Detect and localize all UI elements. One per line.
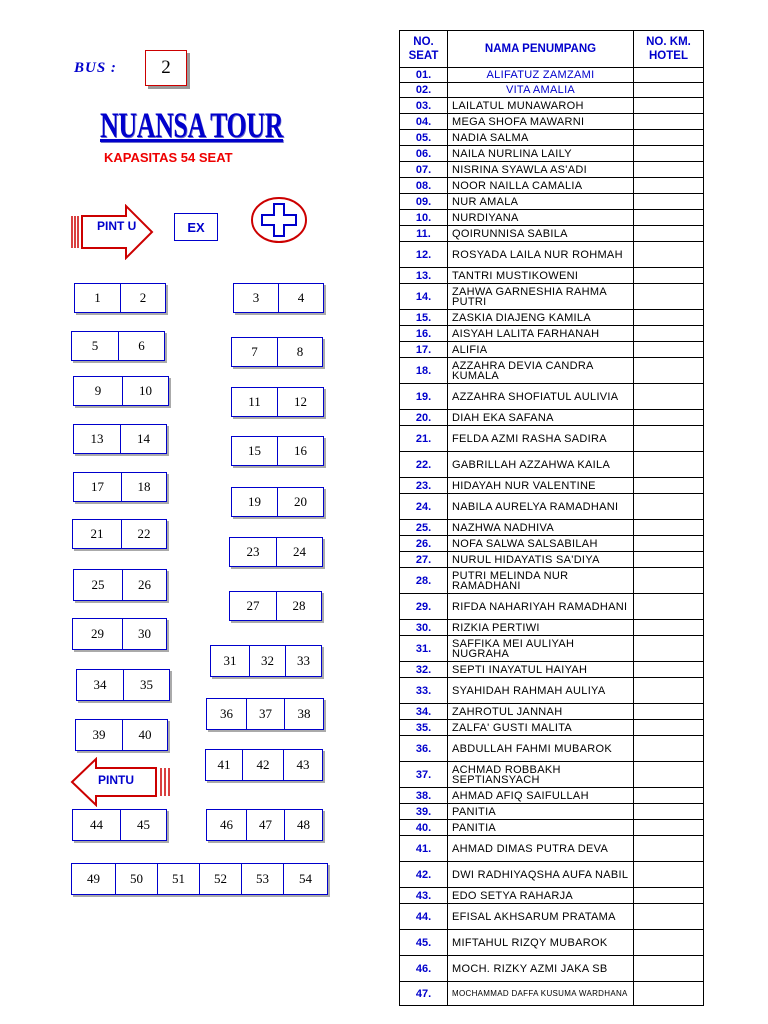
seat-5[interactable]: 5 (71, 331, 119, 361)
seat-number-cell: 22. (400, 452, 448, 478)
passenger-name-cell: SYAHIDAH RAHMAH AULIYA (448, 678, 634, 704)
table-row (400, 720, 704, 736)
table-row (400, 98, 704, 114)
passenger-name-cell: SEPTI INAYATUL HAIYAH (448, 662, 634, 678)
seat-51[interactable]: 51 (157, 863, 200, 895)
table-row (400, 68, 704, 83)
table-row (400, 242, 704, 268)
table-row (400, 762, 704, 788)
hotel-room-cell[interactable] (634, 68, 704, 83)
seat-number-cell: 40. (400, 820, 448, 836)
seat-24[interactable]: 24 (276, 537, 323, 567)
hotel-room-cell[interactable] (634, 956, 704, 982)
hotel-room-cell[interactable] (634, 804, 704, 820)
table-row (400, 268, 704, 284)
seat-number-cell: 08. (400, 178, 448, 194)
table-row (400, 678, 704, 704)
seat-number-cell: 42. (400, 862, 448, 888)
seat-4[interactable]: 4 (278, 283, 324, 313)
table-row (400, 426, 704, 452)
seat-54[interactable]: 54 (283, 863, 328, 895)
hotel-room-cell[interactable] (634, 930, 704, 956)
hotel-room-cell[interactable] (634, 284, 704, 310)
seat-10[interactable]: 10 (122, 376, 169, 406)
table-row (400, 310, 704, 326)
passenger-name-cell: MEGA SHOFA MAWARNI (448, 114, 634, 130)
seat-number-cell: 20. (400, 410, 448, 426)
passenger-name-cell: FELDA AZMI RASHA SADIRA (448, 426, 634, 452)
table-row (400, 520, 704, 536)
seat-number-cell: 47. (400, 982, 448, 1006)
seat-46[interactable]: 46 (206, 809, 247, 841)
seat-number-cell: 37. (400, 762, 448, 788)
table-row (400, 736, 704, 762)
seat-25[interactable]: 25 (73, 569, 123, 601)
table-row (400, 552, 704, 568)
seat-number-cell: 31. (400, 636, 448, 662)
seat-number-cell: 15. (400, 310, 448, 326)
passenger-name-cell: SAFFIKA MEI AULIYAH NUGRAHA (448, 636, 634, 662)
seat-number-cell: 06. (400, 146, 448, 162)
passenger-name-cell: MOCH. RIZKY AZMI JAKA SB (448, 956, 634, 982)
seat-37[interactable]: 37 (246, 698, 285, 730)
table-row (400, 536, 704, 552)
seat-20[interactable]: 20 (277, 487, 324, 517)
door-front-label: PINT U (97, 219, 137, 233)
hotel-room-cell[interactable] (634, 620, 704, 636)
hotel-room-cell[interactable] (634, 268, 704, 284)
seat-34[interactable]: 34 (76, 669, 124, 701)
hotel-room-cell[interactable] (634, 310, 704, 326)
seat-number-cell: 12. (400, 242, 448, 268)
table-row (400, 904, 704, 930)
seat-8[interactable]: 8 (277, 337, 323, 367)
hotel-room-cell[interactable] (634, 762, 704, 788)
hotel-room-cell[interactable] (634, 494, 704, 520)
bus-number: 2 (145, 50, 187, 86)
passenger-name-cell: ABDULLAH FAHMI MUBAROK (448, 736, 634, 762)
table-row (400, 226, 704, 242)
door-middle-label: PINTU (98, 773, 134, 787)
passenger-name-cell: NISRINA SYAWLA AS'ADI (448, 162, 634, 178)
capacity-label: KAPASITAS 54 SEAT (104, 150, 233, 165)
seat-number-cell: 19. (400, 384, 448, 410)
seat-14[interactable]: 14 (120, 424, 167, 454)
table-header-row (400, 31, 704, 68)
table-row (400, 410, 704, 426)
seat-number-cell: 32. (400, 662, 448, 678)
table-row (400, 662, 704, 678)
seat-45[interactable]: 45 (120, 809, 167, 841)
table-row (400, 326, 704, 342)
seat-16[interactable]: 16 (277, 436, 324, 466)
passenger-name-cell: NURUL HIDAYATIS SA'DIYA (448, 552, 634, 568)
hotel-room-cell[interactable] (634, 226, 704, 242)
seat-number-cell: 14. (400, 284, 448, 310)
passenger-name-cell: LAILATUL MUNAWAROH (448, 98, 634, 114)
passenger-name-cell: VITA AMALIA (448, 83, 634, 98)
hotel-room-cell[interactable] (634, 114, 704, 130)
seat-44[interactable]: 44 (72, 809, 121, 841)
hotel-room-cell[interactable] (634, 178, 704, 194)
seat-2[interactable]: 2 (120, 283, 166, 313)
hotel-room-cell[interactable] (634, 820, 704, 836)
seat-29[interactable]: 29 (72, 618, 123, 650)
seat-number-cell: 26. (400, 536, 448, 552)
passenger-name-cell: MOCHAMMAD DAFFA KUSUMA WARDHANA (448, 982, 634, 1006)
hotel-room-cell[interactable] (634, 242, 704, 268)
seat-38[interactable]: 38 (284, 698, 324, 730)
passenger-name-cell: NOFA SALWA SALSABILAH (448, 536, 634, 552)
passenger-name-cell: NURDIYANA (448, 210, 634, 226)
table-row (400, 452, 704, 478)
hotel-room-cell[interactable] (634, 410, 704, 426)
table-row (400, 358, 704, 384)
passenger-name-cell: RIFDA NAHARIYAH RAMADHANI (448, 594, 634, 620)
seat-17[interactable]: 17 (73, 472, 122, 502)
passenger-name-cell: RIZKIA PERTIWI (448, 620, 634, 636)
passenger-name-cell: NUR AMALA (448, 194, 634, 210)
seat-number-cell: 33. (400, 678, 448, 704)
table-row (400, 194, 704, 210)
passenger-table (399, 30, 704, 1006)
seat-48[interactable]: 48 (284, 809, 323, 841)
hotel-room-cell[interactable] (634, 342, 704, 358)
seat-26[interactable]: 26 (122, 569, 167, 601)
hotel-room-cell[interactable] (634, 636, 704, 662)
passenger-name-cell: TANTRI MUSTIKOWENI (448, 268, 634, 284)
seat-31[interactable]: 31 (210, 645, 250, 677)
passenger-name-cell: AISYAH LALITA FARHANAH (448, 326, 634, 342)
seat-50[interactable]: 50 (115, 863, 158, 895)
table-row (400, 284, 704, 310)
seat-32[interactable]: 32 (249, 645, 286, 677)
seat-40[interactable]: 40 (122, 719, 168, 751)
seat-number-cell: 10. (400, 210, 448, 226)
passenger-name-cell: ALIFIA (448, 342, 634, 358)
seat-39[interactable]: 39 (75, 719, 123, 751)
seat-number-cell: 35. (400, 720, 448, 736)
seat-number-cell: 27. (400, 552, 448, 568)
seat-number-cell: 46. (400, 956, 448, 982)
seat-number-cell: 29. (400, 594, 448, 620)
hotel-room-cell[interactable] (634, 904, 704, 930)
passenger-name-cell: GABRILLAH AZZAHWA KAILA (448, 452, 634, 478)
passenger-name-cell: HIDAYAH NUR VALENTINE (448, 478, 634, 494)
hotel-room-cell[interactable] (634, 520, 704, 536)
table-row (400, 494, 704, 520)
passenger-name-cell: NADIA SALMA (448, 130, 634, 146)
passenger-name-cell: AHMAD AFIQ SAIFULLAH (448, 788, 634, 804)
hotel-room-cell[interactable] (634, 358, 704, 384)
hotel-room-cell[interactable] (634, 536, 704, 552)
seat-11[interactable]: 11 (231, 387, 278, 417)
hotel-room-cell[interactable] (634, 788, 704, 804)
seat-number-cell: 04. (400, 114, 448, 130)
table-row (400, 568, 704, 594)
hotel-room-cell[interactable] (634, 98, 704, 114)
passenger-name-cell: MIFTAHUL RIZQY MUBAROK (448, 930, 634, 956)
seat-number-cell: 30. (400, 620, 448, 636)
hotel-room-cell[interactable] (634, 568, 704, 594)
table-row (400, 210, 704, 226)
table-row (400, 130, 704, 146)
table-row (400, 930, 704, 956)
seat-1[interactable]: 1 (74, 283, 121, 313)
seat-number-cell: 07. (400, 162, 448, 178)
table-row (400, 478, 704, 494)
seat-6[interactable]: 6 (118, 331, 165, 361)
seat-53[interactable]: 53 (241, 863, 284, 895)
brand-title: NUANSA TOUR (100, 105, 284, 145)
table-row (400, 342, 704, 358)
passenger-name-cell: PUTRI MELINDA NUR RAMADHANI (448, 568, 634, 594)
seat-number-cell: 11. (400, 226, 448, 242)
seat-35[interactable]: 35 (123, 669, 170, 701)
seat-21[interactable]: 21 (72, 519, 122, 549)
table-row (400, 162, 704, 178)
passenger-name-cell: ACHMAD ROBBAKH SEPTIANSYACH (448, 762, 634, 788)
seat-number-cell: 36. (400, 736, 448, 762)
passenger-name-cell: ROSYADA LAILA NUR ROHMAH (448, 242, 634, 268)
seat-9[interactable]: 9 (73, 376, 123, 406)
passenger-name-cell: NAZHWA NADHIVA (448, 520, 634, 536)
seat-number-cell: 39. (400, 804, 448, 820)
table-row (400, 384, 704, 410)
seat-number-cell: 17. (400, 342, 448, 358)
seat-30[interactable]: 30 (122, 618, 167, 650)
exit-label: EX (174, 213, 218, 241)
hotel-room-cell[interactable] (634, 478, 704, 494)
hotel-room-cell[interactable] (634, 982, 704, 1006)
table-row (400, 956, 704, 982)
seat-number-cell: 23. (400, 478, 448, 494)
passenger-name-cell: ZALFA' GUSTI MALITA (448, 720, 634, 736)
table-row (400, 636, 704, 662)
hotel-room-cell[interactable] (634, 146, 704, 162)
seat-number-cell: 05. (400, 130, 448, 146)
passenger-name-cell: PANITIA (448, 820, 634, 836)
table-row (400, 704, 704, 720)
hotel-room-cell[interactable] (634, 862, 704, 888)
table-row (400, 804, 704, 820)
table-row (400, 83, 704, 98)
seat-number-cell: 41. (400, 836, 448, 862)
seat-43[interactable]: 43 (283, 749, 323, 781)
table-row (400, 114, 704, 130)
seat-18[interactable]: 18 (121, 472, 167, 502)
hotel-room-cell[interactable] (634, 194, 704, 210)
seat-42[interactable]: 42 (242, 749, 284, 781)
hotel-room-cell[interactable] (634, 384, 704, 410)
seat-number-cell: 43. (400, 888, 448, 904)
passenger-name-cell: ZAHROTUL JANNAH (448, 704, 634, 720)
passenger-name-cell: PANITIA (448, 804, 634, 820)
seat-number-cell: 18. (400, 358, 448, 384)
seat-3[interactable]: 3 (233, 283, 279, 313)
passenger-name-cell: ZAHWA GARNESHIA RAHMA PUTRI (448, 284, 634, 310)
header-seat: NO. SEAT (400, 31, 448, 68)
seat-number-cell: 02. (400, 83, 448, 98)
table-row (400, 836, 704, 862)
hotel-room-cell[interactable] (634, 452, 704, 478)
hotel-room-cell[interactable] (634, 720, 704, 736)
cross-icon (250, 196, 308, 244)
seat-number-cell: 45. (400, 930, 448, 956)
seat-number-cell: 34. (400, 704, 448, 720)
hotel-room-cell[interactable] (634, 736, 704, 762)
header-hotel: NO. KM. HOTEL (634, 31, 704, 68)
header-name: NAMA PENUMPANG (448, 31, 634, 68)
seat-number-cell: 03. (400, 98, 448, 114)
seat-33[interactable]: 33 (285, 645, 322, 677)
passenger-name-cell: NAILA NURLINA LAILY (448, 146, 634, 162)
passenger-name-cell: DWI RADHIYAQSHA AUFA NABIL (448, 862, 634, 888)
seat-12[interactable]: 12 (277, 387, 324, 417)
seat-41[interactable]: 41 (205, 749, 243, 781)
hotel-room-cell[interactable] (634, 594, 704, 620)
passenger-name-cell: DIAH EKA SAFANA (448, 410, 634, 426)
seat-19[interactable]: 19 (231, 487, 278, 517)
seat-13[interactable]: 13 (73, 424, 121, 454)
passenger-name-cell: ALIFATUZ ZAMZAMI (448, 68, 634, 83)
seat-22[interactable]: 22 (121, 519, 167, 549)
seat-52[interactable]: 52 (199, 863, 242, 895)
hotel-room-cell[interactable] (634, 210, 704, 226)
table-row (400, 620, 704, 636)
hotel-room-cell[interactable] (634, 552, 704, 568)
seat-number-cell: 01. (400, 68, 448, 83)
seat-28[interactable]: 28 (276, 591, 322, 621)
hotel-room-cell[interactable] (634, 326, 704, 342)
table-row (400, 788, 704, 804)
seat-47[interactable]: 47 (246, 809, 285, 841)
hotel-room-cell[interactable] (634, 836, 704, 862)
passenger-name-cell: AHMAD DIMAS PUTRA DEVA (448, 836, 634, 862)
seat-36[interactable]: 36 (206, 698, 247, 730)
seat-23[interactable]: 23 (229, 537, 277, 567)
passenger-name-cell: ZASKIA DIAJENG KAMILA (448, 310, 634, 326)
hotel-room-cell[interactable] (634, 678, 704, 704)
hotel-room-cell[interactable] (634, 888, 704, 904)
passenger-name-cell: AZZAHRA DEVIA CANDRA KUMALA (448, 358, 634, 384)
table-row (400, 888, 704, 904)
table-row (400, 820, 704, 836)
bus-label: BUS : (74, 60, 117, 76)
table-row (400, 594, 704, 620)
passenger-name-cell: AZZAHRA SHOFIATUL AULIVIA (448, 384, 634, 410)
hotel-room-cell[interactable] (634, 426, 704, 452)
seat-number-cell: 38. (400, 788, 448, 804)
seat-number-cell: 28. (400, 568, 448, 594)
seat-number-cell: 44. (400, 904, 448, 930)
seat-number-cell: 24. (400, 494, 448, 520)
passenger-name-cell: QOIRUNNISA SABILA (448, 226, 634, 242)
seat-number-cell: 16. (400, 326, 448, 342)
table-row (400, 982, 704, 1006)
hotel-room-cell[interactable] (634, 162, 704, 178)
passenger-name-cell: EFISAL AKHSARUM PRATAMA (448, 904, 634, 930)
table-row (400, 178, 704, 194)
hotel-room-cell[interactable] (634, 130, 704, 146)
hotel-room-cell[interactable] (634, 662, 704, 678)
hotel-room-cell[interactable] (634, 704, 704, 720)
passenger-name-cell: NABILA AURELYA RAMADHANI (448, 494, 634, 520)
table-row (400, 146, 704, 162)
seat-number-cell: 21. (400, 426, 448, 452)
seat-number-cell: 13. (400, 268, 448, 284)
hotel-room-cell[interactable] (634, 83, 704, 98)
seat-27[interactable]: 27 (229, 591, 277, 621)
seat-49[interactable]: 49 (71, 863, 116, 895)
seat-number-cell: 25. (400, 520, 448, 536)
seat-15[interactable]: 15 (231, 436, 278, 466)
passenger-name-cell: NOOR NAILLA CAMALIA (448, 178, 634, 194)
seat-7[interactable]: 7 (231, 337, 278, 367)
table-row (400, 862, 704, 888)
passenger-name-cell: EDO SETYA RAHARJA (448, 888, 634, 904)
seat-number-cell: 09. (400, 194, 448, 210)
